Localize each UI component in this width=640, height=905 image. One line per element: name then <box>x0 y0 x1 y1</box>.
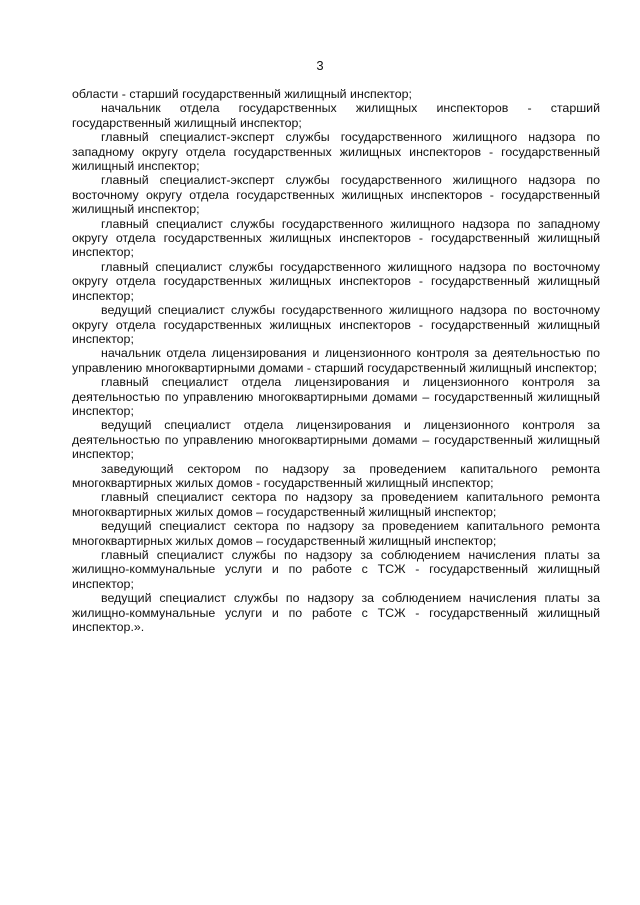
paragraph: ведущий специалист службы государственного жилищного надзора по восточному округу отдела государственных жилищных инспекторов - государственный жилищный инспектор; <box>72 303 600 346</box>
paragraph: начальник отдела лицензирования и лицензионного контроля за деятельностью по управлению многоквартирными домами - старший государственный жилищный инспектор; <box>72 346 600 375</box>
paragraph: главный специалист-эксперт службы государственного жилищного надзора по восточному округу отдела государственных жилищных инспекторов - государственный жилищный инспектор; <box>72 173 600 217</box>
paragraph: главный специалист службы государственного жилищного надзора по восточному округу отдела государственных жилищных инспекторов - государственный жилищный инспектор; <box>72 259 600 303</box>
paragraph: ведущий специалист сектора по надзору за проведением капитального ремонта многоквартирных жилых домов – государственный жилищный инспектор; <box>72 519 600 548</box>
paragraph: заведующий сектором по надзору за проведением капитального ремонта многоквартирных жилых домов - государственный жилищный инспектор; <box>72 461 600 490</box>
paragraph: главный специалист-эксперт службы государственного жилищного надзора по западному округу отдела государственных жилищных инспекторов - государственный жилищный инспектор; <box>72 130 600 174</box>
paragraph: главный специалист отдела лицензирования и лицензионного контроля за деятельностью по управлению многоквартирными домами – государственный жилищный инспектор; <box>72 375 600 418</box>
paragraph: главный специалист службы по надзору за соблюдением начисления платы за жилищно-коммунальные услуги и по работе с ТСЖ - государственный жилищный инспектор; <box>72 548 600 591</box>
document-body <box>72 87 600 634</box>
page-number: 3 <box>316 58 324 73</box>
paragraph: главный специалист сектора по надзору за проведением капитального ремонта многоквартирных жилых домов – государственный жилищный инспектор; <box>72 490 600 519</box>
paragraph: области - старший государственный жилищный инспектор; <box>72 87 412 101</box>
paragraph: главный специалист службы государственного жилищного надзора по западному округу отдела государственных жилищных инспекторов - государственный жилищный инспектор; <box>72 216 600 260</box>
paragraph: ведущий специалист отдела лицензирования и лицензионного контроля за деятельностью по управлению многоквартирными домами – государственный жилищный инспектор; <box>72 418 600 462</box>
paragraph: ведущий специалист службы по надзору за соблюдением начисления платы за жилищно-коммунальные услуги и по работе с ТСЖ - государственный жилищный инспектор.». <box>72 591 600 635</box>
paragraph: начальник отдела государственных жилищных инспекторов - старший государственный жилищный инспектор; <box>72 101 600 130</box>
